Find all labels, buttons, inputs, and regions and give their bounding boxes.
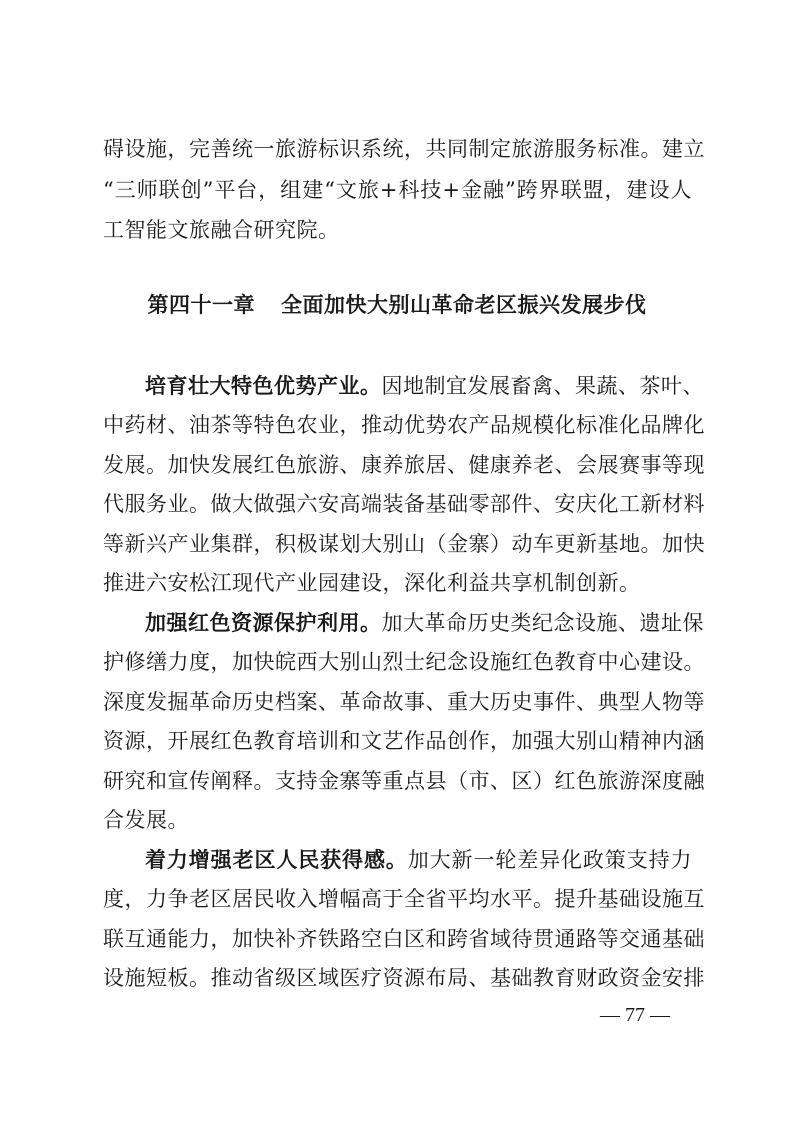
section-2-line: 护修缮力度，加快皖西大别山烈士纪念设施红色教育中心建设。 xyxy=(103,650,705,674)
carry-over-line: “三师联创”平台，组建“文旅+科技+金融”跨界联盟，建设人 xyxy=(103,178,692,202)
section-2-first-rest: 加大革命历史类纪念设施、遗址保 xyxy=(381,611,704,635)
section-1-line: 发展。加快发展红色旅游、康养旅居、健康养老、会展赛事等现 xyxy=(103,453,705,477)
section-2-line: 资源，开展红色教育培训和文艺作品创作，加强大别山精神内涵 xyxy=(103,729,705,753)
section-3-line: 设施短板。推动省级区域医疗资源布局、基础教育财政资金安排 xyxy=(103,966,705,990)
section-2-line: 深度发掘革命历史档案、革命故事、重大历史事件、典型人物等 xyxy=(103,690,705,714)
section-1-lead: 培育壮大特色优势产业。 xyxy=(145,374,382,398)
carry-over-line: 碍设施，完善统一旅游标识系统，共同制定旅游服务标准。建立 xyxy=(103,137,705,161)
section-3-first-line xyxy=(145,845,692,875)
section-3-line: 度，力争老区居民收入增幅高于全省平均水平。提升基础设施互 xyxy=(103,887,705,911)
section-1-line: 推进六安松江现代产业园建设，深化利益共享机制创新。 xyxy=(103,571,641,595)
chapter-title: 全面加快大别山革命老区振兴发展步伐 xyxy=(281,293,647,317)
section-2-first-line xyxy=(145,608,704,638)
carry-over-line: 工智能文旅融合研究院。 xyxy=(103,218,340,242)
section-3-line: 联互通能力，加快补齐铁路空白区和跨省域待贯通路等交通基础 xyxy=(103,927,705,951)
section-2-lead: 加强红色资源保护利用。 xyxy=(145,611,382,635)
section-1-line: 代服务业。做大做强六安高端装备基础零部件、安庆化工新材料 xyxy=(103,492,705,516)
section-1-line: 等新兴产业集群，积极谋划大别山（金寨）动车更新基地。加快 xyxy=(103,532,705,556)
section-3-lead: 着力增强老区人民获得感。 xyxy=(145,848,408,872)
section-2-line: 研究和宣传阐释。支持金寨等重点县（市、区）红色旅游深度融 xyxy=(103,769,705,793)
section-1-first-rest: 因地制宜发展畜禽、果蔬、茶叶、 xyxy=(381,374,704,398)
section-1-first-line xyxy=(145,371,704,401)
chapter-number: 第四十一章 xyxy=(147,293,255,317)
chapter-heading xyxy=(0,290,794,320)
section-3-first-rest: 加大新一轮差异化政策支持力 xyxy=(407,848,692,872)
page-number: — 77 — xyxy=(600,1004,670,1026)
section-2-line: 合发展。 xyxy=(103,808,189,832)
section-1-line: 中药材、油茶等特色农业，推动优势农产品规模化标准化品牌化 xyxy=(103,413,705,437)
